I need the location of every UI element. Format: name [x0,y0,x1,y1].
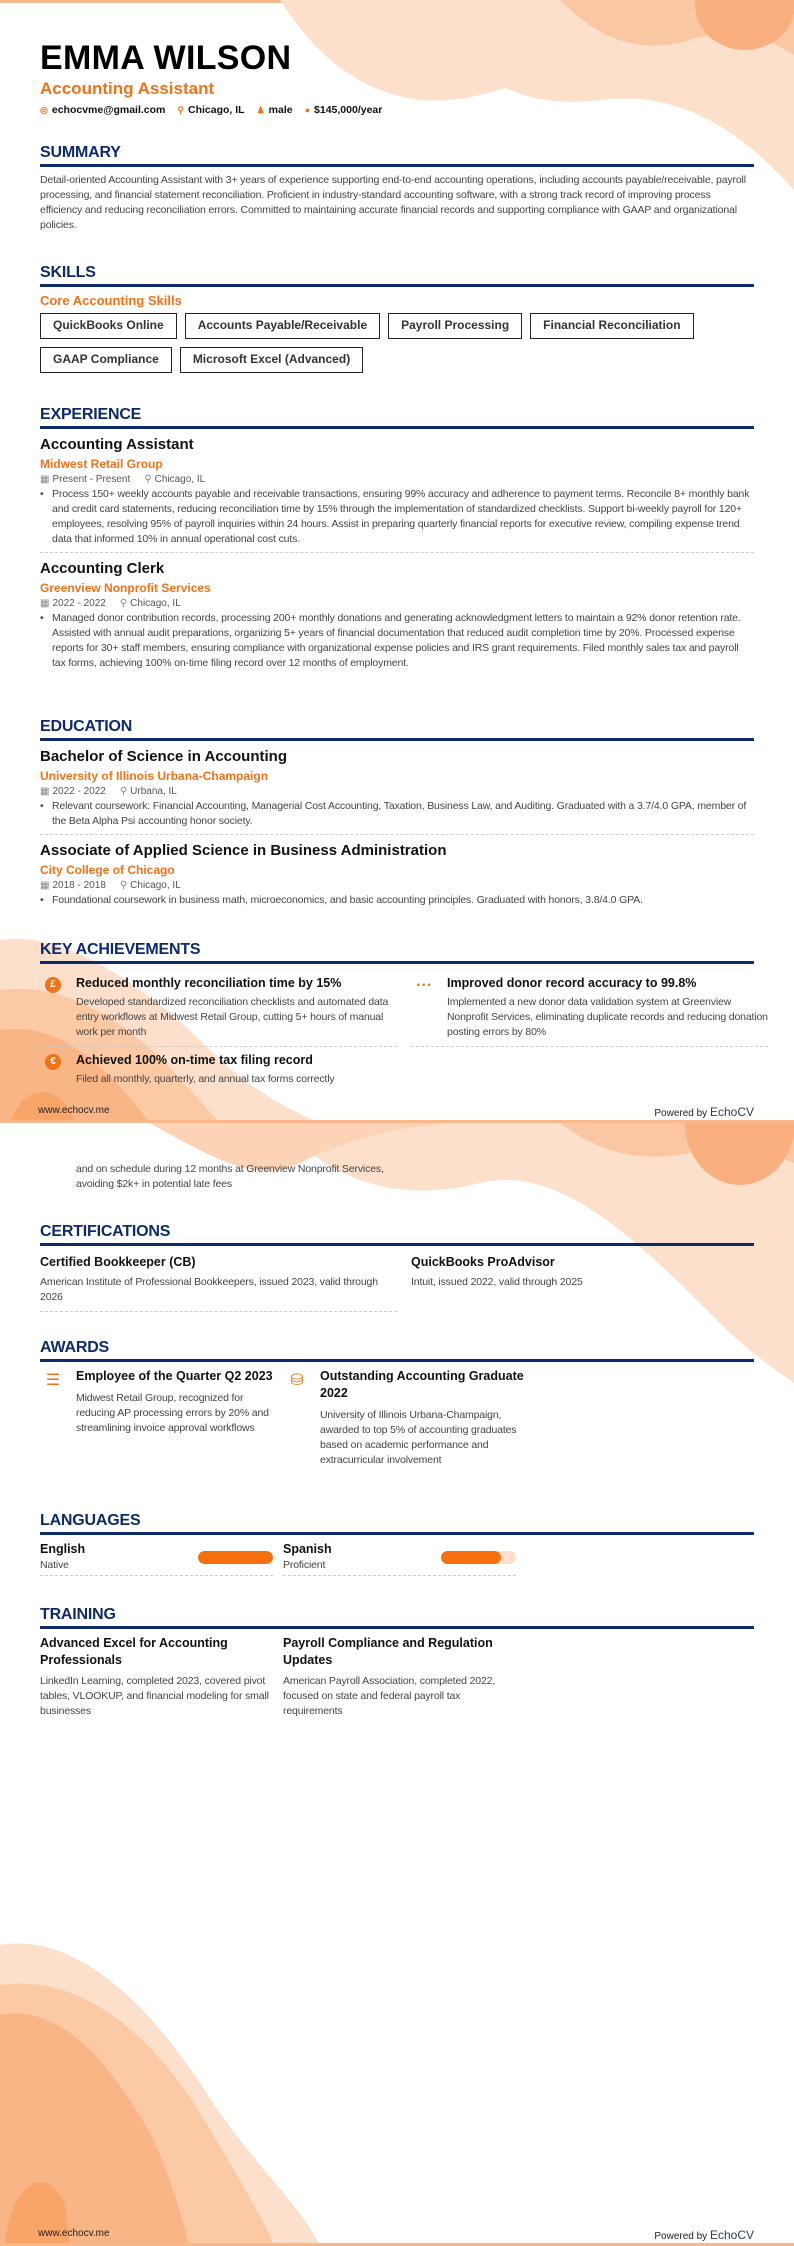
section-heading: CERTIFICATIONS [40,1222,754,1246]
location-pin-icon: ⚲ [177,105,184,115]
education-section [40,717,754,919]
skill-tags [40,313,740,373]
proficiency-bar [441,1551,516,1564]
school-name: City College of Chicago [40,863,175,877]
award-item: ☰ Employee of the Quarter Q2 2023 Midwest Retail Group, recognized for reducing AP processing errors by 20% and streamlining invoice approval workflows [40,1368,280,1468]
brand-logo: EchoCV [709,1105,754,1119]
at-icon: ◎ [40,105,48,115]
contact-location: ⚲ Chicago, IL [177,104,245,116]
section-heading: EXPERIENCE [40,405,754,429]
job-meta: ▦ Present - Present ⚲ Chicago, IL [40,474,206,485]
candidate-title: Accounting Assistant [40,79,215,98]
skill-tag: GAAP Compliance [40,347,172,373]
calendar-icon: ▦ [40,880,50,891]
section-heading: TRAINING [40,1605,754,1629]
page2-footer: www.echocv.me Powered by EchoCV [38,2228,754,2242]
calendar-icon: ▦ [40,474,50,485]
job-bullet: • Process 150+ weekly accounts payable and receivable transactions, ensuring 99% accuracy and adherence to payment terms. Reconcile 8+ monthly bank and credit card statements, reducing reconciliation time by 15% through the implementation of standardized checklists. Support bi-weekly payroll for 120+ employees, resolving 95% of payroll inquiries within 24 hours. Assist in preparing quarterly financial reports for executive review, compiling expense trend data that informed 10% in annual operational cost cuts. [40,488,750,545]
location-pin-icon: ⚲ [144,474,152,485]
degree-title: Bachelor of Science in Accounting [40,748,287,765]
calendar-icon: ▦ [40,786,50,797]
skill-tag: Accounts Payable/Receivable [185,313,380,339]
contact-list [40,104,754,116]
location-pin-icon: ⚲ [119,598,128,609]
job-title: Accounting Assistant [40,436,194,453]
footer-url[interactable]: www.echocv.me [38,1105,110,1116]
person-icon: ♟ [256,105,265,115]
achievements-section [40,940,768,1093]
experience-item [40,559,754,676]
location-pin-icon: ⚲ [119,880,128,891]
award-item: ⛁ Outstanding Accounting Graduate 2022 University of Illinois Urbana-Champaign, awarded to top 5% of accounting graduates based on academic performance and extracurricular involvement [284,1368,524,1468]
education-meta: ▦ 2018 - 2018 ⚲ Chicago, IL [40,880,181,891]
skill-tag: Microsoft Excel (Advanced) [180,347,363,373]
languages-section [40,1511,754,1576]
achievement-continuation: and on schedule during 12 months at Greenview Nonprofit Services, avoiding $2k+ in potential late fees [76,1163,384,1190]
skill-tag: Payroll Processing [388,313,522,339]
brand-logo: EchoCV [709,2228,754,2242]
contact-salary: ● $145,000/year [304,104,383,116]
company-name: Midwest Retail Group [40,457,163,471]
training-section [40,1605,754,1719]
education-bullet: • Relevant coursework: Financial Accounting, Managerial Cost Accounting, Taxation, Business Law, and Auditing. Graduated with a 3.7/4.0 GPA, member of the Beta Alpha Psi accounting honor society. [40,800,747,827]
job-meta: ▦ 2022 - 2022 ⚲ Chicago, IL [40,598,181,609]
achievement-item: £ Reduced monthly reconciliation time by 15% Developed standardized reconciliation checklists and automated data entry workflows at Midwest Retail Group, cutting 5+ hours of manual work per month [40,970,397,1047]
proficiency-bar [198,1551,273,1564]
ellipsis-icon: ··· [416,977,432,994]
summary-section [40,143,754,233]
job-title: Accounting Clerk [40,560,165,577]
education-item [40,841,754,913]
job-bullet: • Managed donor contribution records, processing 200+ monthly donations and generating acknowledgment letters to maintain a 92% donor retention rate. Assisted with annual audit preparations, organizing 5+ years of financial documentation that reduced audit completion time by 20%. Processed expense reports for 30+ staff members, ensuring compliance with organizational expense policies and IRS grant requirements. Filed monthly sales tax and payroll tax forms, achieving 100% on-time filing record over 12 months of employment. [40,612,741,669]
achievement-item: € Achieved 100% on-time tax filing record Filed all monthly, quarterly, and annual tax forms correctly [40,1047,397,1093]
coins-icon: ⛁ [290,1372,304,1389]
contact-gender: ♟ male [256,104,293,116]
training-item: Advanced Excel for Accounting Professionals LinkedIn Learning, completed 2023, covered pivot tables, VLOOKUP, and financial modeling for small businesses [40,1636,269,1717]
language-item: Spanish Proficient [283,1541,516,1576]
section-heading: AWARDS [40,1338,754,1362]
certification-item: QuickBooks ProAdvisor Intuit, issued 2022, valid through 2025 [411,1255,583,1288]
pound-coin-icon: £ [45,977,61,993]
skills-section [40,263,754,373]
training-item: Payroll Compliance and Regulation Updates American Payroll Association, completed 2022, focused on state and federal payroll tax requirements [283,1636,496,1717]
summary-text: Detail-oriented Accounting Assistant with 3+ years of experience supporting end-to-end accounting operations, including accounts payable/receivable, payroll processing, and financial statement reconciliation. Proficient in industry-standard accounting software, with a strong track record of improving process efficiency and reducing reconciliation errors. Committed to maintaining accurate financial records and supporting compliance with GAAP and organizational policies. [40,174,746,231]
list-icon: ☰ [45,1372,61,1389]
euro-coin-icon: € [45,1054,61,1070]
experience-item [40,435,754,553]
location-pin-icon: ⚲ [119,786,128,797]
section-heading: LANGUAGES [40,1511,754,1535]
section-heading: SKILLS [40,263,754,287]
achievement-item: ··· Improved donor record accuracy to 99.8% Implemented a new donor data validation system at Greenview Nonprofit Services, eliminating duplicate records and reducing donation posting errors by 80% [411,970,768,1047]
skill-tag: Financial Reconciliation [530,313,693,339]
section-heading: SUMMARY [40,143,754,167]
footer-url[interactable]: www.echocv.me [38,2228,110,2239]
certifications-section [40,1222,754,1312]
language-item: English Native [40,1541,273,1576]
skill-tag: QuickBooks Online [40,313,177,339]
contact-email: ◎ echocvme@gmail.com [40,104,166,116]
education-item [40,747,754,835]
school-name: University of Illinois Urbana-Champaign [40,769,269,783]
page1-footer: www.echocv.me Powered by EchoCV [38,1105,754,1119]
candidate-name: EMMA WILSON [40,39,292,77]
section-heading: KEY ACHIEVEMENTS [40,940,754,964]
certification-item: Certified Bookkeeper (CB) American Institute of Professional Bookkeepers, issued 2023, valid through 2026 [40,1252,397,1312]
calendar-icon: ▦ [40,598,50,609]
company-name: Greenview Nonprofit Services [40,581,211,595]
salary-icon: ● [304,105,311,115]
education-bullet: • Foundational coursework in business math, microeconomics, and basic accounting principles. Graduated with honors, 3.8/4.0 GPA. [40,894,643,906]
section-heading: EDUCATION [40,717,754,741]
skill-group-title: Core Accounting Skills [40,293,182,308]
awards-section [40,1338,754,1468]
education-meta: ▦ 2022 - 2022 ⚲ Urbana, IL [40,786,177,797]
resume-header [40,38,754,116]
degree-title: Associate of Applied Science in Business Administration [40,842,447,859]
experience-section [40,405,754,682]
